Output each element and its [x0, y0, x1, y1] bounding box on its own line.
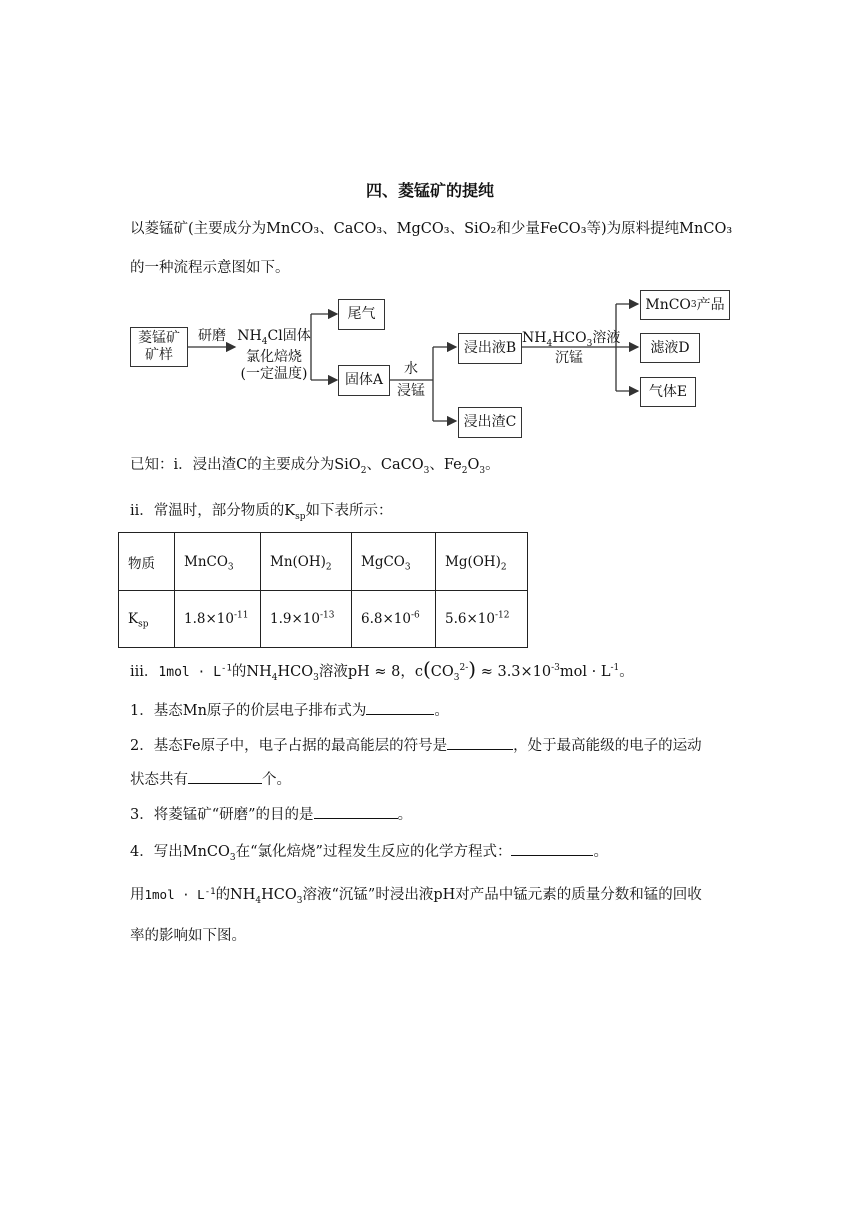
table-cell: $1.9\times 10^{-13}$ — [261, 591, 352, 648]
question-1: 1．基态Mn原子的价层电子排布式为 。 — [130, 700, 449, 721]
label-water: 水 — [404, 361, 418, 377]
table-header-cell: 物质 — [119, 533, 175, 591]
question-4: 4．写出MnCO$_3$在“氯化焙烧”过程发生反应的化学方程式： 。 — [130, 841, 608, 862]
table-header-cell: $Mn(OH)_2$ — [261, 533, 352, 591]
table-header-cell: MnCO$_3$ — [175, 533, 261, 591]
answer-blank[interactable] — [511, 841, 593, 856]
ore-line1: 菱锰矿 — [138, 330, 180, 346]
question-3: 3．将菱锰矿“研磨”的目的是 。 — [130, 804, 412, 825]
box-solid-a: 固体A — [338, 365, 390, 396]
box-mnco3-product: MnCO 3 产品 — [640, 290, 730, 320]
question-5-line2: 率的影响如下图。 — [130, 928, 246, 944]
question-2-line2: 状态共有 个。 — [130, 769, 291, 790]
label-temperature: (一定温度) — [240, 366, 308, 382]
flowchart-connectors — [0, 0, 860, 440]
table-cell-ksp: $K_{sp}$ — [119, 591, 175, 648]
table-cell: $6.8\times 10^{-6}$ — [352, 591, 436, 648]
label-nh4cl-solid: $NH_4Cl$固体 — [237, 328, 311, 347]
box-filtrate-d: 滤液D — [640, 333, 700, 363]
box-tail-gas: 尾气 — [338, 299, 385, 330]
label-nh4hco3-solution: $NH_4HCO_3$溶液 — [522, 330, 621, 349]
question-5-line1: 用$1mol \cdot L^{-1}$的$NH_4HCO_3$溶液“沉锰”时浸出液pH对产品中锰元素的质量分数和锰的回收 — [130, 886, 702, 906]
table-row — [119, 591, 528, 648]
box-leachate-b: 浸出液B — [458, 333, 522, 364]
question-2-line1: 2．基态Fe原子中，电子占据的最高能层的符号是 ，处于最高能级的电子的运动 — [130, 735, 702, 756]
label-precipitate-mn: 沉锰 — [555, 350, 583, 366]
ore-line2: 矿样 — [145, 347, 173, 363]
answer-blank[interactable] — [366, 700, 434, 715]
answer-blank[interactable] — [447, 735, 513, 750]
answer-blank[interactable] — [188, 769, 262, 784]
table-header-cell: MgCO$_3$ — [352, 533, 436, 591]
box-ore-sample — [130, 327, 188, 367]
intro-paragraph-line2: 的一种流程示意图如下。 — [130, 260, 290, 276]
known-i: 已知：i．浸出渣C的主要成分为SiO$_2$、CaCO$_3$、$Fe_2O_3$。 — [130, 457, 500, 476]
intro-paragraph-line1: 以菱锰矿(主要成分为MnCO₃、CaCO₃、MgCO₃、SiO₂和少量FeCO₃等)为原料提纯MnCO₃ — [130, 221, 733, 237]
table-cell: $5.6\times 10^{-12}$ — [436, 591, 528, 648]
ksp-table — [118, 532, 528, 648]
section-title: 四、菱锰矿的提纯 — [365, 181, 494, 200]
table-header-row — [119, 533, 528, 591]
label-grind: 研磨 — [198, 328, 226, 344]
table-cell: $1.8\times 10^{-11}$ — [175, 591, 261, 648]
label-leach-mn: 浸锰 — [397, 383, 425, 399]
known-iii: iii．$1mol \cdot L^{-1}$的$NH_4HCO_3$溶液pH ≈ 8，$c(CO_3^{2-}) \approx 3.3\times 10^{-3}mol \cdot L^{-1}$。 — [130, 657, 634, 683]
box-gas-e: 气体E — [640, 377, 696, 407]
table-header-cell: $Mg(OH)_2$ — [436, 533, 528, 591]
box-residue-c: 浸出渣C — [458, 407, 522, 438]
answer-blank[interactable] — [314, 804, 398, 819]
label-chlorination-roasting: 氯化焙烧 — [246, 349, 302, 365]
known-ii: ii．常温时，部分物质的$K_{sp}$如下表所示： — [130, 503, 393, 522]
